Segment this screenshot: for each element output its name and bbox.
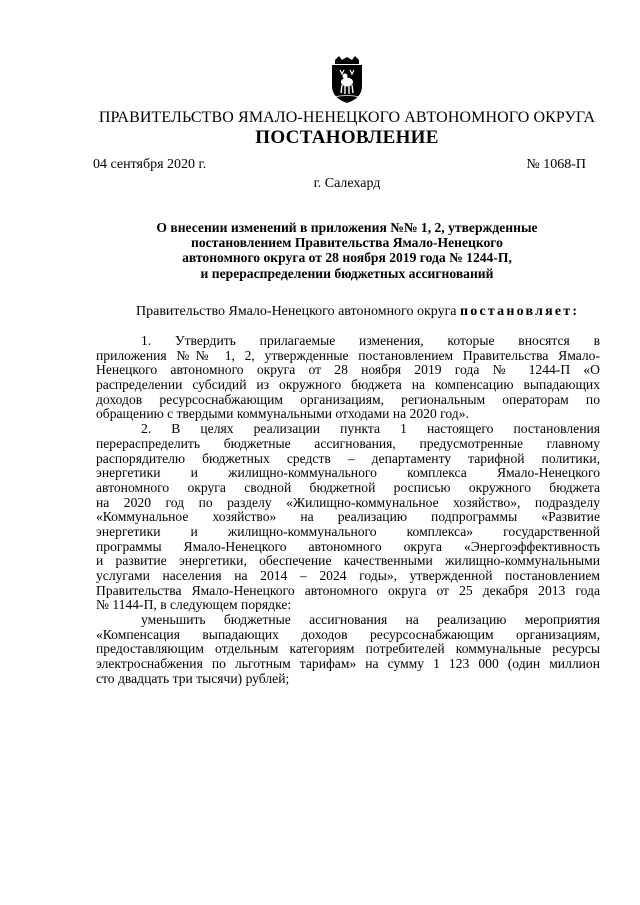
- body-line: обращению с твердыми коммунальными отходами на 2020 год».: [96, 406, 469, 422]
- preamble: [136, 304, 579, 320]
- body-line: № 1144-П, в следующем порядке:: [96, 597, 292, 613]
- body-line: приложения №№ 1, 2, утвержденные постановлением Правительства Ямало-: [96, 347, 600, 363]
- document-city: г. Салехард: [313, 176, 381, 191]
- body-line: программы Ямало-Ненецкого автономного округа «Энергоэффективность: [96, 538, 600, 554]
- body-line: предоставляющим отдельным категориям потребителей коммунальные ресурсы: [96, 641, 600, 657]
- body-line: электроснабжения по льготным тарифам» на сумму 1 123 000 (один миллион: [96, 656, 600, 672]
- body-line: энергетики и жилищно-коммунального комплекса» государственной: [96, 523, 600, 539]
- body-line: «Компенсация выпадающих доходов ресурсоснабжающим организациям,: [96, 626, 600, 642]
- preamble-text: Правительство Ямало-Ненецкого автономного округа: [136, 304, 457, 319]
- body-line: распорядителю бюджетных средств – департаменту тарифной политики,: [96, 450, 600, 466]
- government-heading: ПРАВИТЕЛЬСТВО ЯМАЛО-НЕНЕЦКОГО АВТОНОМНОГО ОКРУГА: [98, 109, 596, 126]
- body-line: распределении субсидий из окружного бюджета на компенсацию выпадающих: [96, 377, 600, 393]
- document-number: № 1068-П: [526, 157, 586, 172]
- body-line: Ненецкого автономного округа от 28 ноября 2019 года № 1244-П «О: [96, 362, 600, 378]
- title-line: постановлением Правительства Ямало-Ненецкого: [191, 235, 503, 251]
- body-line: уменьшить бюджетные ассигнования на реализацию мероприятия: [141, 612, 600, 628]
- body-line: и развитие энергетики, обеспечение качественными жилищно-коммунальными: [96, 553, 600, 569]
- body-line: автономного округа сводной бюджетной росписью окружного бюджета: [96, 479, 600, 495]
- preamble-emphasis: постановляет:: [460, 304, 580, 319]
- body-line: 1. Утвердить прилагаемые изменения, которые вносятся в: [141, 333, 600, 348]
- body-line: доходов ресурсоснабжающим организациям, региональным операторам по: [96, 391, 600, 407]
- document-date: 04 сентября 2020 г.: [93, 157, 207, 172]
- body-line: сто двадцать три тысячи) рублей;: [96, 670, 290, 686]
- title-line: автономного округа от 28 ноября 2019 года № 1244-П,: [182, 250, 512, 266]
- body-line: Правительства Ямало-Ненецкого автономного округа от 25 декабря 2013 года: [96, 582, 600, 598]
- body-line: «Коммунальное хозяйство» на реализацию подпрограммы «Развитие: [96, 509, 600, 525]
- body-line: услугами населения на 2014 – 2024 годы», утвержденной постановлением: [96, 568, 600, 583]
- body-line: перераспределить бюджетные ассигнования, предусмотренные главному: [96, 435, 600, 451]
- coat-of-arms-icon: [329, 56, 365, 104]
- document-title: [80, 220, 614, 281]
- body-line: энергетики и жилищно-коммунального комплекса Ямало-Ненецкого: [96, 465, 600, 481]
- document-body: [96, 334, 600, 687]
- document-type-heading: ПОСТАНОВЛЕНИЕ: [255, 127, 439, 148]
- body-line: 2. В целях реализации пункта 1 настоящего постановления: [141, 421, 600, 437]
- body-line: на 2020 год по разделу «Жилищно-коммунальное хозяйство», подразделу: [96, 494, 600, 510]
- title-line: и перераспределении бюджетных ассигнований: [200, 265, 494, 281]
- title-line: О внесении изменений в приложения №№ 1, 2, утвержденные: [156, 220, 538, 235]
